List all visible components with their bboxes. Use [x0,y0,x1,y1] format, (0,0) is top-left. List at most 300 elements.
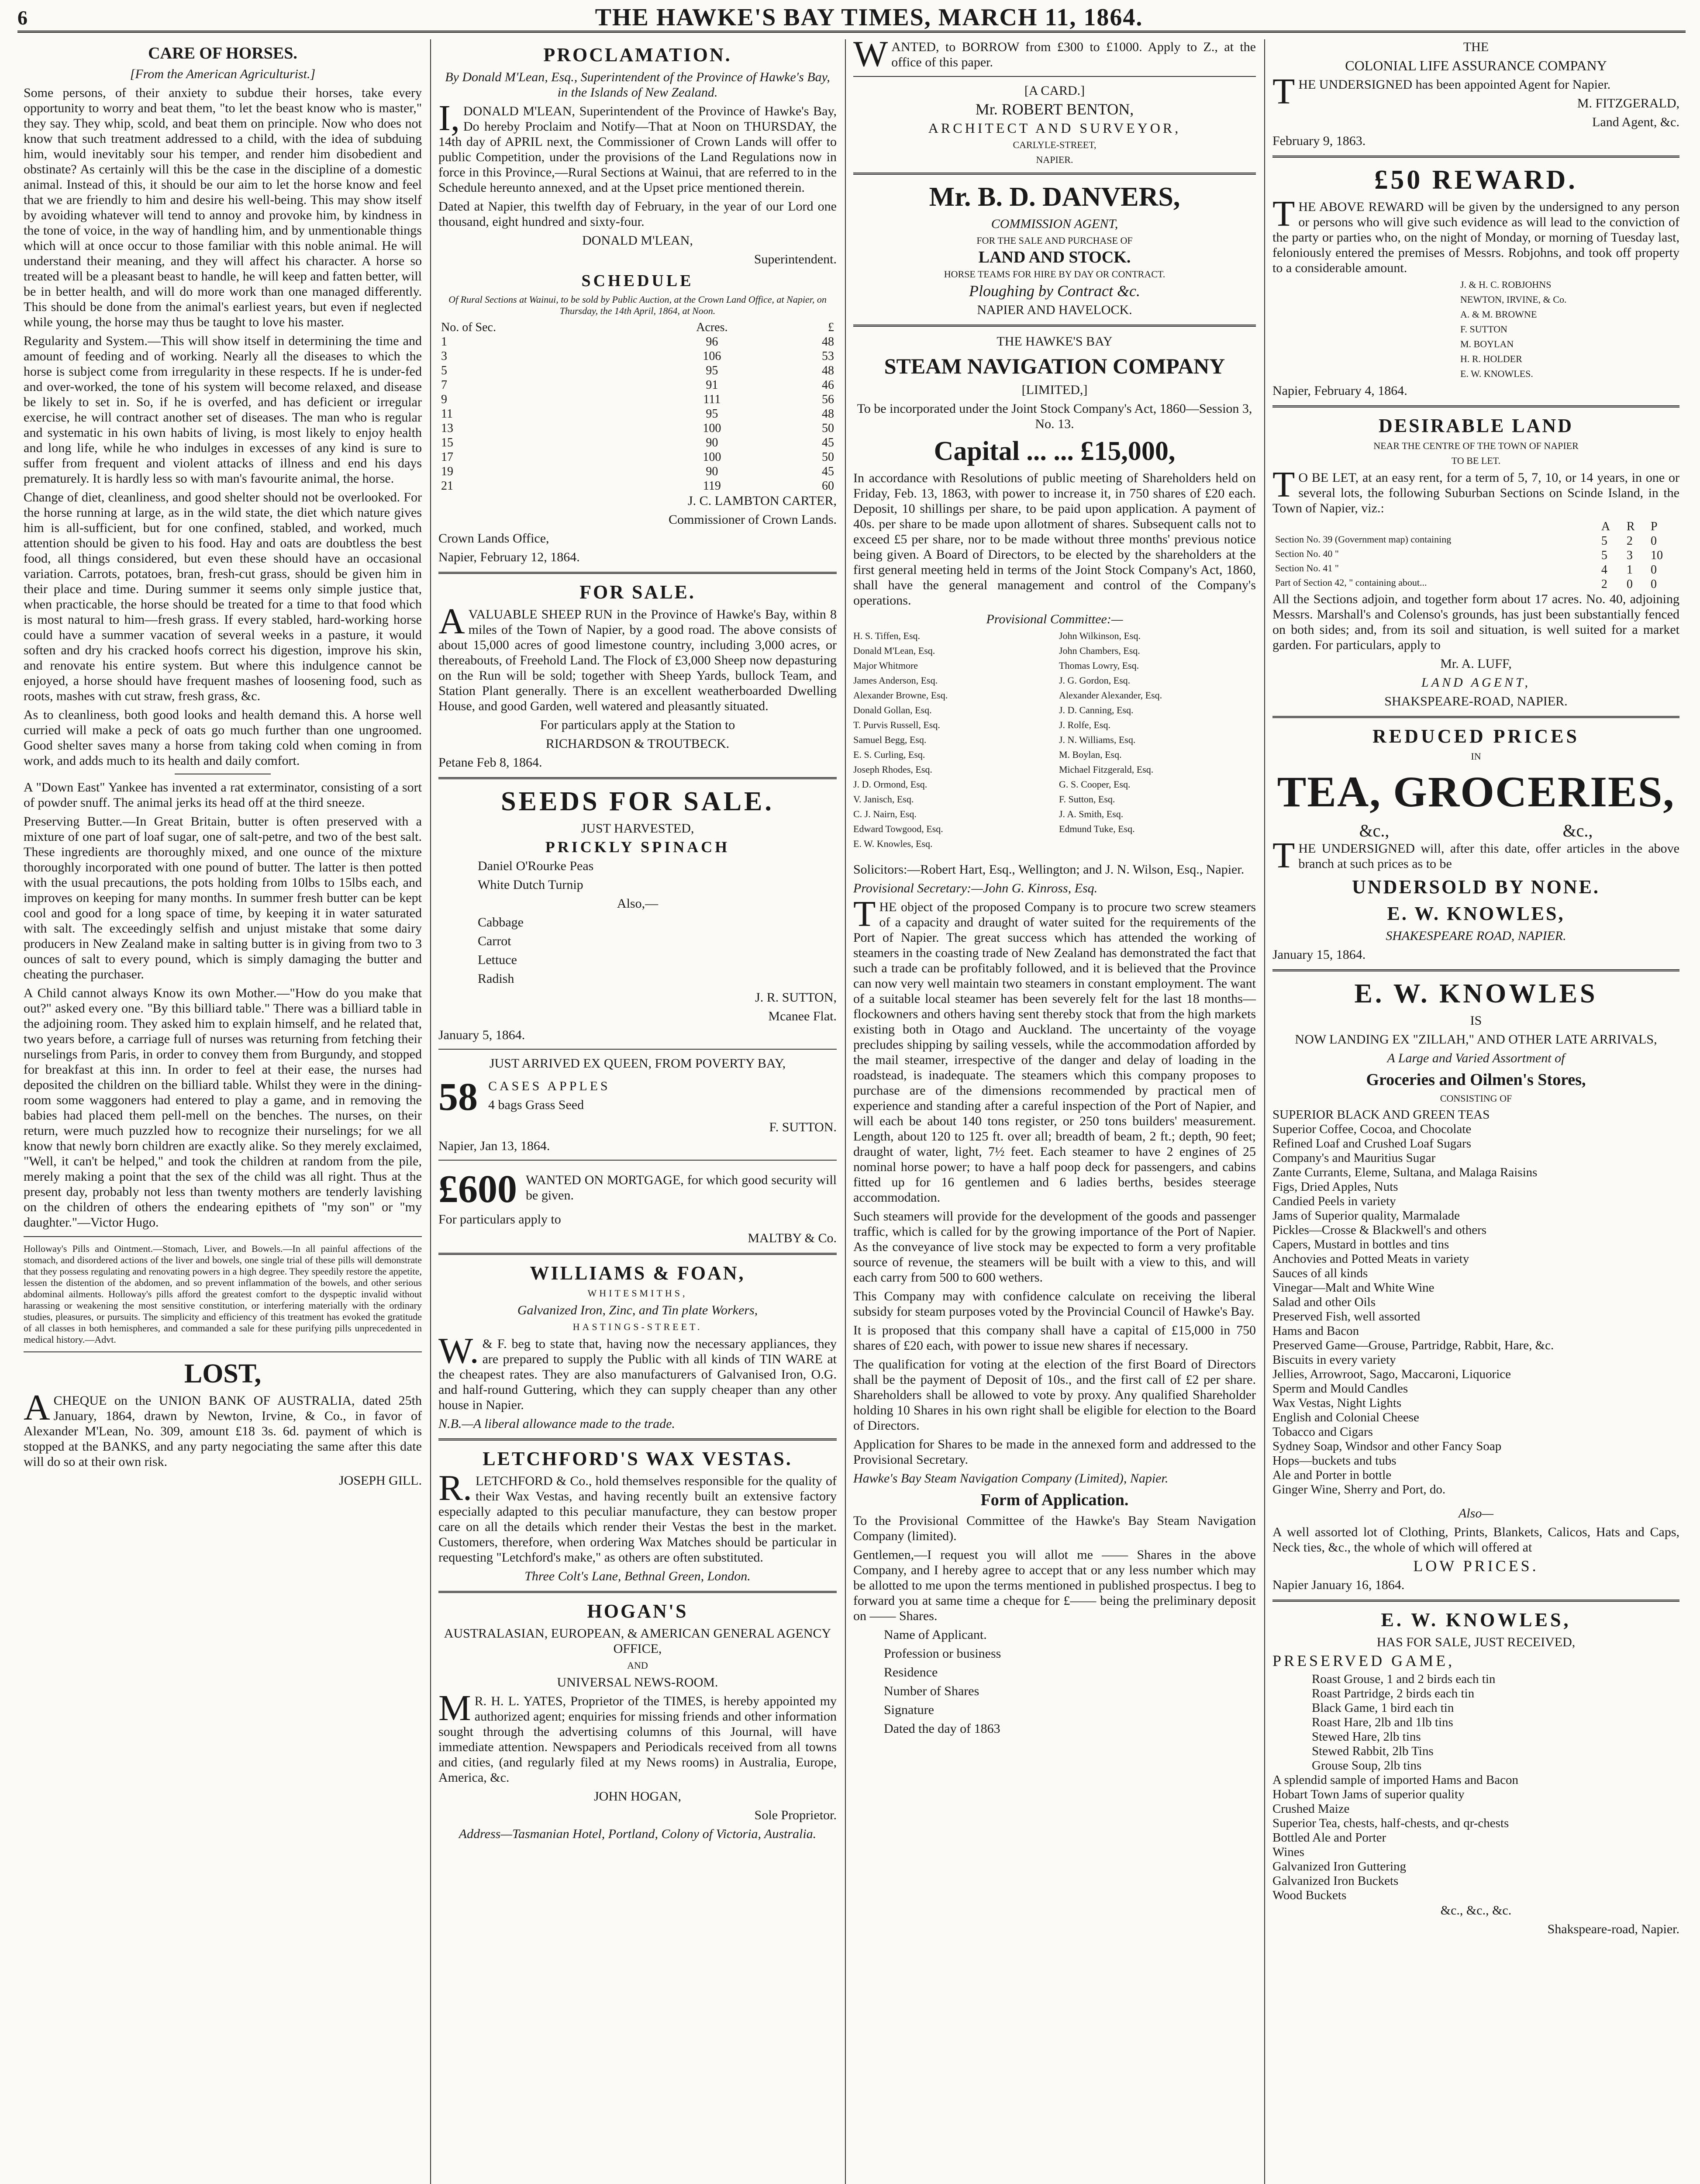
schedule-cell: 13 [441,422,453,435]
column-1 [17,39,428,2184]
committee-member: Joseph Rhodes, Esq. [853,764,932,775]
schedule-cell: 48 [822,364,834,377]
committee-member: F. Sutton, Esq. [1059,794,1115,805]
williams-subtitle: Galvanized Iron, Zinc, and Tin plate Workers, [517,1303,758,1317]
proclamation-body: I,DONALD M'LEAN, Superintendent of the Province of Hawke's Bay, Do hereby Proclaim and Notify—That at Noon on THURSDAY, the 14th day of APRIL next, the Commissioner of Crown Lands will offer to public Competition, under the provisions of the Land Regulations now in force in this Province,—Rural Sections at Wainui, that are referred to in the Schedule hereunto annexed, and at the Upset price mentioned therein. [438,98,837,195]
benton-town: NAPIER. [1036,154,1073,165]
seeds-item: White Dutch Turnip [478,878,583,892]
schedule-row [438,378,837,392]
sale-apply: For particulars apply at the Station to [540,718,735,732]
land-cell: Part of Section 42, " containing about... [1275,577,1427,588]
committee-member: James Anderson, Esq. [853,675,938,686]
divider [1272,1600,1679,1602]
tea-reduced: REDUCED PRICES [1372,726,1579,747]
committee-member: E. S. Curling, Esq. [853,749,925,760]
care-paragraph: As to cleanliness, both good looks and health demand this. A horse well curried will make a peck of oats go much further than one ungroomed. Good shelter saves many a horse from taking cold when coming in from work, and adds much to its health and daily comfort. [24,708,422,768]
column-3 [847,39,1262,2184]
schedule-cell: 95 [706,407,718,421]
schedule-row [438,450,837,464]
queen-line: 4 bags Grass Seed [488,1097,584,1112]
grocery-item: Capers, Mustard in bottles and tins [1272,1237,1449,1251]
schedule-cell: 106 [703,349,721,363]
schedule-row [438,392,837,407]
hogan-signature: JOHN HOGAN, [594,1789,681,1804]
divider [853,76,1256,77]
land-table [1272,519,1679,591]
hogan-title: HOGAN'S [587,1600,688,1622]
steam-incorporation: To be incorporated under the Joint Stock Company's Act, 1860—Session 3, No. 13. [857,401,1252,431]
tea-date: January 15, 1864. [1272,947,1366,962]
knowles-heading: Groceries and Oilmen's Stores, [1366,1071,1586,1089]
land-row [1272,548,1679,563]
schedule-cell: 5 [441,364,447,377]
grocery-item: Galvanized Iron Guttering [1272,1859,1407,1873]
land-row [1272,534,1679,548]
schedule-table [438,320,837,493]
reward-signer: NEWTON, IRVINE, & Co. [1460,294,1567,305]
land-cell: 4 [1601,563,1607,577]
committee-member: Alexander Alexander, Esq. [1059,690,1162,701]
land-cell: Section No. 41 " [1275,563,1339,574]
column-2 [432,39,843,2184]
schedule-cell: 95 [706,364,718,377]
mortgage-apply: For particulars apply to [438,1212,561,1227]
committee-member: John Chambers, Esq. [1059,645,1140,656]
schedule-row [438,435,837,450]
grocery-item: Tobacco and Cigars [1272,1425,1373,1439]
schedule-cell: 11 [441,407,453,421]
land-let: TO BE LET. [1451,455,1501,466]
game-item: Stewed Hare, 2lb tins [1312,1730,1421,1744]
grocery-item: Sauces of all kinds [1272,1266,1368,1280]
form-title: Form of Application. [980,1491,1129,1509]
committee-member: M. Boylan, Esq. [1059,749,1122,760]
schedule-office: Crown Lands Office, [438,531,549,546]
care-source: [From the American Agriculturist.] [130,67,316,81]
hogan-and: AND [627,1660,648,1671]
tea-etc [1272,820,1679,841]
knowles-clothing: A well assorted lot of Clothing, Prints, Blankets, Calicos, Hats and Caps, Neck ties, &c., the whole of which will offered at [1272,1525,1679,1555]
land-cell: Section No. 40 " [1275,548,1339,559]
knowles-grocery-list [1272,1108,1679,1497]
grocery-item: Hops—buckets and tubs [1272,1454,1397,1468]
land-cell: Section No. 39 (Government map) containing [1275,534,1452,545]
tea-heading: TEA, GROCERIES, [1277,767,1675,816]
divider [438,777,837,779]
steam-title: STEAM NAVIGATION COMPANY [884,354,1225,378]
schedule-cell: 91 [706,378,718,392]
tea-undersold: UNDERSOLD BY NONE. [1352,876,1600,898]
form-field: Dated the day of 1863 [884,1721,1000,1736]
sale-date: Petane Feb 8, 1864. [438,755,542,770]
divider [24,1351,422,1352]
land-cell: 0 [1651,534,1657,548]
knowles-also: Also— [1458,1506,1493,1521]
land-header: A [1601,520,1610,533]
schedule-row [438,407,837,421]
form-field: Number of Shares [884,1684,979,1698]
lost-signature: JOSEPH GILL. [338,1473,422,1488]
committee-member: G. S. Cooper, Esq. [1059,779,1131,790]
queen-title: JUST ARRIVED EX QUEEN, FROM POVERTY BAY, [489,1056,786,1071]
grocery-item: Candied Peels in variety [1272,1194,1396,1208]
proclamation-subtitle: By Donald M'Lean, Esq., Superintendent of the Province of Hawke's Bay, in the Islands of New Zealand. [445,70,830,100]
divider [1272,716,1679,718]
committee-member: E. W. Knowles, Esq. [853,838,933,849]
committee-member: J. D. Ormond, Esq. [853,779,928,790]
divider [438,1591,837,1593]
sneeze-item: A "Down East" Yankee has invented a rat exterminator, consisting of a sort of powder snuff. The animal jerks its head off at the third sneeze. [24,780,422,810]
reward-title: £50 REWARD. [1374,165,1578,195]
land-row [1272,577,1679,591]
schedule-cell: 1 [441,335,447,349]
committee-member: Alexander Browne, Esq. [853,690,948,701]
sale-signature: RICHARDSON & TROUTBECK. [545,736,730,751]
land-cell: 2 [1601,577,1607,591]
care-paragraph: Some persons, of their anxiety to subdue their horses, take every opportunity to worry and beat them, "to let the beast know who is master," they say. They whip, scold, and beat them on principle. Now who does not know that such treatment addressed to a child, with the idea of subduing him, would inevitably sour his temper, and render him disobedient and obstinate? As certainly will this be the case in the discipline of a domestic animal. Instead of this, it should be our aim to let the horse know and feel that we are friendly to him and desire his well-being. This may show itself by avoiding whatever will tend to annoy and provoke him, by kindness in the tone of voice, in the way of handling him, and by unmentionable things which will at once occur to those familiar with this noble animal. He will understand their meaning, and they will affect his character. A horse so treated will be a pleasant beast to handle, he will keep and fatten better, will be in better health, and will do more work than one managed differently. This should be done from the animal's earliest years, but even if neglected while young, the horse may thus be taught to love his master. [24,86,422,329]
schedule-cell: 3 [441,349,447,363]
land-header: R [1626,520,1635,533]
grocery-item: Figs, Dried Apples, Nuts [1272,1180,1398,1194]
child-item: A Child cannot always Know its own Mother.—"How do you make that out?" asked every one. "By this billiard table." There was a billiard table in the adjoining room. They asked him to explain himself, and he related that, two years before, a carriage full of nurses was returning from fetching their nurselings from Paris, in order to convey them from Burgundy, and stopped for breakfast at this inn. In order to feel at their ease, the nurses had deposited the children on the billiard table. Whilst they were in the dining-room some waggoners had entered to play a game, and in removing the babies had placed them pell-mell on the benches. The nurses, on their return, were much puzzled how to recognize their nurselings; for we all know that newly born children are exactly alike. So they merely exclaimed, "Well, it can't be helped," and took the children at random from the pile, merely making a point that the sex of the child was all right. Thus at the present day, probably not less than twenty mothers are tenderly lavishing on the children of others the endearing epithets of "my son" or "my daughter."—Victor Hugo. [24,986,422,1230]
colonial-the: THE [1463,40,1489,54]
committee-right [1059,630,1256,853]
butter-item: Preserving Butter.—In Great Britain, butter is often preserved with a mixture of one part of loaf sugar, one of salt-petre, and two of the best salt. These ingredients are thoroughly mixed, and one ounce of the mixture thoroughly incorporated with one pound of butter. The latter is then potted with the usual precautions, the pots holding from 10lbs to 15lbs each, and improves on keeping for many months. In summer fresh butter can be kept cool and good for a long space of time, by keeping it in water saturated with salt. The exceedingly selfish and unjust mistake that some dairy producers in New Zealand make in salting butter is in giving from two to 3 ounces of salt to every pound, which is simply damaging the butter and cheating the purchaser. [24,814,422,981]
steam-capital: Capital ... ... £15,000, [934,436,1176,466]
reward-body: THE ABOVE REWARD will be given by the undersigned to any person or persons who will give such evidence as will lead to the conviction of the party or parties who, on the night of Monday, or morning of Tuesday last, feloniously entered the premises of Messrs. Robjohns, and took off property to a considerable amount. [1272,194,1679,275]
grocery-item: Pickles—Crosse & Blackwell's and others [1272,1223,1487,1237]
schedule-row [438,363,837,378]
steam-paragraph: In accordance with Resolutions of public meeting of Shareholders held on Friday, Feb. 13, 1863, with power to increase it, in 750 shares of £20 each. Deposit, 10 shillings per share, to be paid upon application. A payment of 40s. per share to be made upon allotment of shares. Subsequent calls not to exceed £5 per share, nor to be made without three months' previous notice being given. A Board of Directors, to be elected by the shareholders at the first general meeting held in terms of the Joint Stock Company's Act, 1860, shall have the general management and control of the Company's operations. [853,471,1256,608]
committee-member: Thomas Lowry, Esq. [1059,660,1139,671]
divider [1272,405,1679,408]
mortgage-text: WANTED ON MORTGAGE, for which good security will be given. [526,1172,837,1203]
committee-member: J. Rolfe, Esq. [1059,719,1110,730]
schedule-header: No. of Sec. [441,321,496,334]
proclamation-title: PROCLAMATION. [543,44,732,66]
divider [438,1049,837,1050]
land-cell: 0 [1651,563,1657,577]
queen-lines [488,1078,610,1116]
grocery-item: Hams and Bacon [1272,1324,1359,1338]
land-role: LAND AGENT, [1421,675,1531,690]
grocery-item: Crushed Maize [1272,1802,1350,1816]
hogan-subtitle: UNIVERSAL NEWS-ROOM. [557,1675,718,1690]
steam-committee-title: Provisional Committee:— [986,612,1123,626]
divider [438,572,837,574]
reward-signer: J. & H. C. ROBJOHNS [1460,279,1552,290]
committee-left [853,630,1050,853]
queen-line: CASES APPLES [488,1078,610,1093]
knowles-title: E. W. KNOWLES [1354,979,1598,1009]
steam-paragraph: Such steamers will provide for the development of the goods and passenger traffic, which is called for by the growing importance of the Port of Napier. As the conveyance of live stock may be expected to form a very profitable source of revenue, the steamers will be built with a view to this, and will each carry from 500 to 600 wethers. [853,1209,1256,1285]
knowles-lead: PRESERVED GAME, [1272,1652,1455,1669]
grocery-item: Wines [1272,1845,1304,1859]
seeds-place: Mcanee Flat. [768,1009,837,1023]
divider [438,1253,837,1255]
benton-street: CARLYLE-STREET, [1013,139,1097,150]
schedule-cell: 56 [822,393,834,406]
benton-name: Mr. ROBERT BENTON, [975,100,1134,118]
land-cell: 0 [1626,577,1633,591]
hogan-body: MR. H. L. YATES, Proprietor of the TIMES, is hereby appointed my authorized agent; enquiries for missing friends and other information sought through the advertising columns of this Journal, will have immediate attention. Newspapers and Periodicals received from all towns and cities, (and regularly filed at my News rooms) in Australia, Europe, America, &c. [438,1688,837,1785]
seeds-item: Lettuce [478,953,517,967]
steam-limited: [LIMITED,] [1021,383,1088,397]
land-title: DESIRABLE LAND [1379,415,1573,436]
game-list [1272,1672,1679,1773]
column-rule [845,39,846,2184]
committee-member: C. J. Nairn, Esq. [853,809,917,819]
tea-body: THE UNDERSIGNED will, after this date, offer articles in the above branch at such prices as to be [1272,835,1679,876]
committee-member: Donald Gollan, Esq. [853,705,932,715]
seeds-signature: J. R. SUTTON, [755,990,837,1005]
reward-signers [1272,279,1679,380]
game-item: Stewed Rabbit, 2lb Tins [1312,1744,1434,1758]
steam-paragraph: It is proposed that this company shall have a capital of £15,000 in 750 shares of £20 each, with power to issue new shares if necessary. [853,1323,1256,1353]
committee-member: Edmund Tuke, Esq. [1059,823,1135,834]
williams-title: WILLIAMS & FOAN, [530,1262,745,1284]
seeds-item: Carrot [478,934,511,948]
grocery-item: Jams of Superior quality, Marmalade [1272,1209,1460,1223]
committee-member: Edward Towgood, Esq. [853,823,943,834]
reward-signer: M. BOYLAN [1460,339,1514,349]
reward-signer: A. & M. BROWNE [1460,309,1537,320]
divider [24,1236,422,1237]
form-field: Signature [884,1703,934,1717]
divider [1272,156,1679,158]
grocery-item: Salad and other Oils [1272,1295,1376,1309]
land-body: TO BE LET, at an easy rent, for a term of 5, 7, 10, or 14 years, in one or several lots, the following Suburban Sections on Scinde Island, in the Town of Napier, viz.: [1272,464,1679,515]
reward-signer: H. R. HOLDER [1460,353,1522,364]
tea-signature: E. W. KNOWLES, [1387,903,1565,924]
lost-body: ACHEQUE on the UNION BANK OF AUSTRALIA, dated 25th January, 1864, drawn by Newton, Irvine, & Co., in favor of Alexander M'Lean, No. 309, amount £18 3s. 6d. payment of which is stopped at the BANKS, and any party negociating the same after this date will do so at their own risk. [24,1387,422,1469]
schedule-signature: J. C. LAMBTON CARTER, [687,494,837,508]
grocery-item: Jellies, Arrowroot, Sago, Maccaroni, Liquorice [1272,1367,1511,1381]
committee-member: T. Purvis Russell, Esq. [853,719,940,730]
williams-trade: WHITESMITHS, [587,1288,688,1299]
schedule-cell: 7 [441,378,447,392]
grocery-item: Anchovies and Potted Meats in variety [1272,1252,1469,1266]
seeds-subtitle: JUST HARVESTED, [581,821,694,836]
steam-committee [853,630,1256,853]
reward-signer: F. SUTTON [1460,324,1507,335]
seeds-item: Daniel O'Rourke Peas [478,859,594,873]
schedule-row [438,421,837,435]
knowles-date: Napier January 16, 1864. [1272,1578,1405,1592]
grocery-item: Zante Currants, Eleme, Sultana, and Malaga Raisins [1272,1165,1538,1179]
knowles-address: Shakspeare-road, Napier. [1547,1922,1679,1936]
hogan-address: Address—Tasmanian Hotel, Portland, Colony of Victoria, Australia. [459,1827,817,1841]
committee-member: J. A. Smith, Esq. [1059,809,1124,819]
sale-body: AVALUABLE SHEEP RUN in the Province of Hawke's Bay, within 8 miles of the Town of Napier, by a good road. The above consists of about 15,000 acres of good limestone country, including 3,000 acres, or thereabouts, of Freehold Land. The Flock of £3,000 Sheep now depasturing on the Run will be sold; together with Sheep Yards, bullock Team, and Station Plant generally. There is an excellent weatherboarded Dwelling House, and good Garden, well watered and pleasantly situated. [438,601,837,713]
queen-number: 58 [438,1075,478,1119]
holloway-ad: Holloway's Pills and Ointment.—Stomach, Liver, and Bowels.—In all painful affections of the stomach, and disordered actions of the liver and bowels, one single trial of these pills will demonstrate that they possess regulating and renovating powers in a high degree. They speedily restore the appetite, lessen the distention of the abdomen, and so prevent inflammation of the bowels, and other serious abdominal ailments. Holloway's pills afford the greatest comfort to the dyspeptic invalid without harassing or weakening the most sensitive constitution, or interfering materially with the ordinary studies, pleasures, or pursuits. The simplicity and efficiency of this treatment has evoked the gratitude of all classes in both hemispheres, and commanded a sale for these purifying pills unprecedented in medical history.—Advt. [24,1243,422,1345]
care-paragraph: Change of diet, cleanliness, and good shelter should not be overlooked. For the horse running at large, as in the wild state, the diet which nature gives him is all-sufficient, but for one confined, stabled, and worked, much attention should be given to his food. Hay and oats are doubtless the best food, all things considered, but even these should have an occasional variation. Carrots, potatoes, bran, fresh-cut grass, should be given him in their place and time. During summer it seems only simple justice that, when practicable, the horse should be treated for a time to that food which is most natural to him—fresh grass. If every stabled, hard-working horse could have a summer vacation of several weeks in a pasture, it would soften and dry his cracked hoofs correct his digestion, improve his skin, and renovate his entire system. But where this indulgence cannot be enjoyed, a horse should have frequent mashes of loosening food, such as roots, mashes with cut straw, fresh grass, &c. [24,490,422,703]
knowles-etc: &c., &c., &c. [1440,1903,1512,1918]
game-item: Black Game, 1 bird each tin [1312,1701,1454,1715]
letchford-title: LETCHFORD'S WAX VESTAS. [483,1448,793,1469]
letchford-address: Three Colt's Lane, Bethnal Green, London. [524,1569,751,1583]
danvers-place: NAPIER AND HAVELOCK. [977,303,1132,317]
steam-paragraph: Application for Shares to be made in the annexed form and addressed to the Provisional Secretary. [853,1437,1256,1467]
danvers-teams: HORSE TEAMS FOR HIRE BY DAY OR CONTRACT. [944,269,1166,280]
steam-paragraph: Hawke's Bay Steam Navigation Company (Limited), Napier. [853,1471,1169,1486]
steam-paragraph: This Company may with confidence calculate on receiving the liberal subsidy for steam purposes voted by the Provincial Council of Hawke's Bay. [853,1289,1256,1319]
divider [438,1438,837,1441]
game-item: Roast Grouse, 1 and 2 birds each tin [1312,1672,1496,1686]
schedule-role: Commissioner of Crown Lands. [669,512,837,527]
land-cell: 0 [1651,577,1657,591]
knowles-more-list [1272,1773,1679,1903]
form-field: Profession or business [884,1646,1001,1661]
committee-member: J. G. Gordon, Esq. [1059,675,1131,686]
schedule-row [438,349,837,363]
schedule-cell: 96 [706,335,718,349]
reward-signer: E. W. KNOWLES. [1460,368,1533,379]
land-subtitle: NEAR THE CENTRE OF THE TOWN OF NAPIER [1373,440,1579,451]
grocery-item: Wood Buckets [1272,1888,1347,1902]
schedule-cell: 50 [822,450,834,464]
schedule-cell: 48 [822,407,834,421]
masthead-title: THE HAWKE'S BAY TIMES, MARCH 11, 1864. [595,4,1143,31]
schedule-cell: 21 [441,479,453,493]
williams-street: HASTINGS-STREET. [572,1321,703,1332]
tea-in: IN [1471,751,1481,762]
steam-paragraph: The qualification for voting at the election of the first Board of Directors shall be the payment of Deposit of 10s., and the first call of £2 per share. Shareholders shall be allowed to vote by proxy. Any qualified Shareholder holding 10 Shares in his own right shall be eligible for election to the Board of Directors. [853,1357,1256,1433]
divider [853,173,1256,175]
schedule-title: SCHEDULE [581,272,694,290]
land-address: SHAKSPEARE-ROAD, NAPIER. [1384,694,1568,708]
danvers-subtitle: LAND AND STOCK. [978,248,1131,266]
tea-etc-text: &c., [1359,821,1390,840]
steam-paragraph: THE object of the proposed Company is to procure two screw steamers of a capacity and draught of water suited for the requirements of the Port of Napier. The great success which has attended the working of steamers in the coasting trade of New Zealand has demonstrated the fact that such a trade can be profitably followed, and it is believed that the Province can now very well maintain two steamers in constant employment. The want of a suitable local steamer has been severely felt for the last 18 months—flockowners and others having sent thereby stock that from the high markets existing both in Otago and Auckland. The uncertainty of the voyage precludes shipping by sailing vessels, while the accommodation afforded by the mail steamer, irrespective of the danger and delay of loading in the roadstead, is inadequate. The steamers which this company proposes to purchase are of the dimensions recommended by practical men of experience and standing after a careful inspection of the Port of Napier, and will each be about 140 tons register, or 250 tons builders' measurement. Length, about 120 to 125 ft. over all; breadth of beam, 2 ft.; depth, 90 feet; draught of water, light, 7½ feet. Each steamer to have 2 engines of 25 nominal horse power; to have a half poop deck for passengers, and cabins fitted up for 16 gentlemen and 6 ladies berths, besides steerage accommodation. [853,894,1256,1205]
grocery-item: Sperm and Mould Candles [1272,1382,1408,1396]
schedule-cell: 19 [441,465,453,478]
land-cell: 1 [1626,563,1633,577]
knowles-subtitle: NOW LANDING EX "ZILLAH," AND OTHER LATE ARRIVALS, [1295,1032,1657,1047]
land-cell: 2 [1626,534,1633,548]
seeds-title: SEEDS FOR SALE. [501,787,774,816]
schedule-cell: 48 [822,335,834,349]
land-cell: 5 [1601,549,1607,562]
game-item: Roast Hare, 2lb and 1lb tins [1312,1715,1453,1729]
reward-date: Napier, February 4, 1864. [1272,384,1407,398]
masthead [17,4,1686,33]
colonial-date: February 9, 1863. [1272,134,1366,148]
grocery-item: Vinegar—Malt and White Wine [1272,1281,1434,1295]
schedule-header: Acres. [696,321,728,334]
seeds-also: Also,— [617,896,659,911]
schedule-cell: 90 [706,436,718,449]
proclamation-signature: DONALD M'LEAN, [582,233,693,248]
knowles-title: E. W. KNOWLES, [1381,1609,1571,1631]
grocery-item: A splendid sample of imported Hams and Bacon [1272,1773,1518,1787]
land-body: All the Sections adjoin, and together form about 17 acres. No. 40, adjoining Messrs. Marshall's and Colenso's grounds, has just been substantially fenced on both sides; and, from its soil and situation, is well suited for a market garden. For particulars, apply to [1272,592,1679,652]
grocery-item: Bottled Ale and Porter [1272,1831,1386,1845]
page-number: 6 [17,6,28,29]
schedule-cell: 53 [822,349,834,363]
williams-body: W.& F. beg to state that, having now the necessary appliances, they are prepared to supply the Public with all kinds of TIN WARE at the cheapest rates. They are also manufacturers of Galvanised Iron, O.G. and half-round Guttering, which they can supply cheaper than any other house in Napier. [438,1330,837,1412]
schedule-cell: 100 [703,422,721,435]
committee-member: Major Whitmore [853,660,918,671]
form-to: To the Provisional Committee of the Hawke's Bay Steam Navigation Company (limited). [853,1514,1256,1543]
tea-address: SHAKESPEARE ROAD, NAPIER. [1386,929,1566,943]
benton-role: ARCHITECT AND SURVEYOR, [928,120,1181,136]
card-label: [A CARD.] [1024,83,1085,98]
steam-solicitors: Solicitors:—Robert Hart, Esq., Wellington; and J. N. Wilson, Esq., Napier. [853,862,1245,877]
land-header: P [1651,520,1658,533]
committee-member: Samuel Begg, Esq. [853,734,927,745]
danvers-plough: Ploughing by Contract &c. [969,282,1140,300]
steam-the: THE HAWKE'S BAY [997,334,1113,349]
form-field: Name of Applicant. [884,1628,987,1642]
queen-block [438,1075,837,1120]
divider [853,325,1256,327]
divider [438,1160,837,1161]
care-paragraph: Regularity and System.—This will show itself in determining the time and amount of feeding and of working. Nearly all the diseases to which the horse is subject come from irregularity in these respects. If he is under-fed and over-worked, the tone of his system will become relaxed, and disease be likely to set in. So, if he is overfed, and has deficient or irregular exercise, he will contract another set of diseases. The man who is regular and systematic in his own habits of living, is most likely to enjoy health and long life, while he who indulges in excesses of any kind is sure to suffer from frequent and violent attacks of illness and end his days prematurely. It is hardly less so with man's favourite animal, the horse. [24,334,422,486]
land-cell: 5 [1601,534,1607,548]
proclamation-dated: Dated at Napier, this twelfth day of February, in the year of our Lord one thousand, eight hundred and sixty-four. [438,199,837,229]
grocery-item: Company's and Mauritius Sugar [1272,1151,1436,1165]
knowles-subtitle: HAS FOR SALE, JUST RECEIVED, [1376,1635,1576,1649]
grocery-item: Galvanized Iron Buckets [1272,1874,1399,1888]
schedule-row [438,335,837,349]
steam-secretary: Provisional Secretary:—John G. Kinross, Esq. [853,881,1098,895]
form-fields [853,1627,1256,1736]
schedule-cell: 50 [822,422,834,435]
schedule-date: Napier, February 12, 1864. [438,550,580,564]
grocery-item: Superior Coffee, Cocoa, and Chocolate [1272,1122,1472,1136]
committee-member: J. N. Williams, Esq. [1059,734,1136,745]
land-header [1272,519,1599,534]
form-body: Gentlemen,—I request you will allot me —— Shares in the above Company, and I hereby agree to accept that or any less number which may be allotted to me upon the terms mentioned in published prospectus. I beg to forward you at same time a cheque for £—— being the preliminary deposit on —— Shares. [853,1548,1256,1623]
committee-member: Donald M'Lean, Esq. [853,645,935,656]
game-item: Grouse Soup, 2lb tins [1312,1759,1422,1773]
letchford-body: R.LETCHFORD & Co., hold themselves responsible for the quality of their Wax Vestas, and having recently built an extensive factory especially adapted to this peculiar manufacture, they can bestow proper care on all the details which render their Vestas the best in the market. Customers, therefore, when ordering Wax Matches should be particular in requesting "Letchford's make," as others are often substituted. [438,1468,837,1565]
schedule-cell: 45 [822,465,834,478]
sale-title: FOR SALE. [579,581,696,603]
proclamation-role: Superintendent. [754,252,837,266]
colonial-title: COLONIAL LIFE ASSURANCE COMPANY [1345,58,1607,73]
colonial-body: THE UNDERSIGNED has been appointed Agent for Napier. [1272,71,1611,112]
wanted-ad: WANTED, to BORROW from £300 to £1000. Apply to Z., at the office of this paper. [853,39,1256,74]
column-rule [1264,39,1265,2184]
schedule-subtitle: Of Rural Sections at Wainui, to be sold by Public Auction, at the Crown Land Office, at Napier, on Thursday, the 14th April, 1864, at Noon. [448,294,827,316]
grocery-item: Preserved Game—Grouse, Partridge, Rabbit, Hare, &c. [1272,1338,1554,1352]
seeds-item: Cabbage [478,915,524,930]
tea-etc-text: &c., [1562,821,1593,840]
committee-member: V. Janisch, Esq. [853,794,914,805]
committee-member: Michael Fitzgerald, Esq. [1059,764,1154,775]
queen-date: Napier, Jan 13, 1864. [438,1139,550,1153]
column-4 [1266,39,1686,2184]
seeds-date: January 5, 1864. [438,1028,525,1042]
knowles-is: IS [1470,1013,1482,1028]
schedule-row [438,479,837,493]
schedule-cell: 119 [703,479,721,493]
land-row [1272,563,1679,577]
knowles-consisting: CONSISTING OF [1440,1093,1512,1104]
schedule-cell: 45 [822,436,834,449]
grocery-item: Wax Vestas, Night Lights [1272,1396,1402,1410]
knowles-low-prices: LOW PRICES. [1413,1557,1539,1575]
knowles-assortment: A Large and Varied Assortment of [1387,1051,1565,1065]
grocery-item: Superior Tea, chests, half-chests, and qr-chests [1272,1816,1509,1830]
queen-signature: F. SUTTON. [769,1120,837,1134]
schedule-cell: 60 [822,479,834,493]
lost-title: LOST, [184,1359,262,1389]
seeds-item: Radish [478,971,514,986]
